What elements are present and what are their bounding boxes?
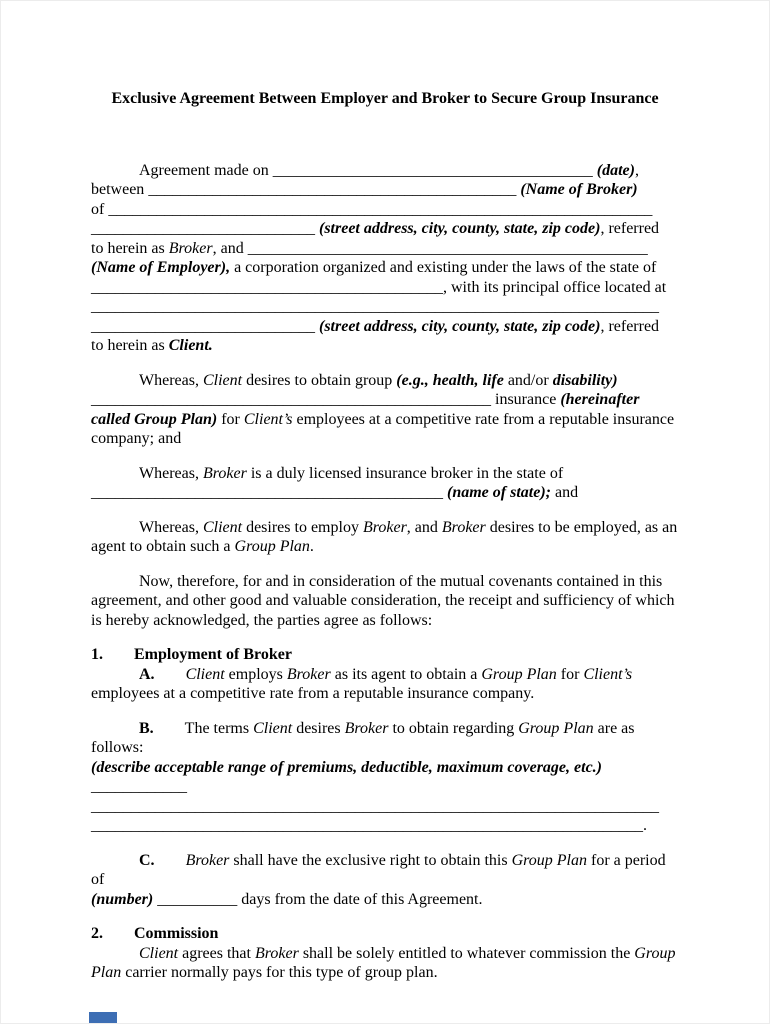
text-run: for — [217, 410, 244, 428]
text-run: Client — [202, 518, 243, 536]
text-run: Broker — [185, 851, 230, 869]
text-run: is a duly licensed insurance broker in the state of — [246, 464, 564, 482]
text-run: (hereinafter — [560, 391, 640, 408]
text-run: desires to employ — [242, 518, 363, 536]
text-run: Employment of Broker — [134, 646, 292, 663]
text-run: B. — [139, 719, 154, 737]
text-run: desires — [292, 719, 345, 737]
text-run: agrees that — [178, 944, 255, 962]
text-run: Group Plan — [481, 665, 557, 683]
fill-in-blank: ____________ — [91, 778, 187, 795]
text-run: called Group Plan) — [91, 410, 218, 428]
text-run: Client — [202, 371, 243, 389]
text-run: Client — [139, 944, 179, 962]
intro-paragraph — [91, 161, 679, 356]
text-run: (date) — [596, 161, 635, 179]
fill-in-blank: _______________________________________________________________________ — [91, 298, 659, 315]
text-run: insurance — [491, 391, 561, 408]
text-run: for — [556, 665, 584, 683]
text-run: (street address, city, county, state, zip code) — [319, 317, 601, 335]
text-run: shall be solely entitled to whatever commission the — [298, 944, 635, 962]
text-run: Group Plan — [511, 851, 587, 869]
fill-in-blank: ______________________________________________ — [148, 181, 517, 198]
document-body — [91, 161, 679, 983]
text-run: a corporation organized and existing under the laws of the state of — [230, 259, 657, 276]
text-run: (Name of Employer), — [91, 259, 231, 276]
section-1-heading — [91, 645, 679, 665]
text-run: Group Plan — [234, 538, 310, 555]
text-run: Whereas, — [139, 518, 203, 536]
section-2-heading — [91, 924, 679, 944]
text-run: Client — [185, 665, 225, 683]
text-run: Broker — [441, 518, 486, 536]
fill-in-blank: ________________________________________ — [272, 161, 593, 179]
text-run: to herein as — [91, 239, 169, 257]
text-run: Client’s — [583, 665, 633, 683]
text-run: , referred — [600, 317, 660, 335]
text-run: (street address, city, county, state, zip code) — [319, 220, 601, 237]
text-run: and/or — [503, 371, 553, 389]
text-run: employs — [224, 665, 287, 683]
footer-accent-bar — [89, 1012, 117, 1023]
text-run: . — [309, 538, 314, 555]
text-run: Broker — [202, 464, 247, 482]
text-run: , referred — [600, 220, 660, 237]
fill-in-blank: ____________________________________________ — [91, 484, 443, 501]
fill-in-blank: ____________________________ — [91, 317, 315, 335]
text-run: between — [91, 181, 149, 198]
text-run: disability) — [552, 371, 618, 389]
text-run: A. — [139, 665, 155, 683]
fill-in-blank: _____________________________________________________________________ — [91, 817, 643, 834]
text-run: as its agent to obtain a — [330, 665, 482, 683]
whereas-group-insurance — [91, 371, 679, 449]
text-run: Commission — [134, 925, 219, 942]
text-run: carrier normally pays for this type of group plan. — [121, 964, 438, 981]
text-run: are as follows: — [91, 719, 635, 756]
text-run: Whereas, — [139, 464, 203, 482]
text-run: C. — [139, 851, 155, 869]
text-run: and — [550, 484, 579, 501]
text-run: for a period of — [91, 851, 666, 888]
text-run: Group Plan — [518, 719, 594, 737]
whereas-licensed-broker — [91, 464, 679, 503]
fill-in-blank: ____________________________________________________________________ — [108, 200, 653, 218]
text-run: to obtain regarding — [388, 719, 519, 737]
text-run: , with its principal office located at — [443, 278, 667, 296]
text-run: (number) — [91, 890, 154, 908]
text-run: , and — [406, 518, 442, 536]
fill-in-blank: __________________________________________________ — [91, 391, 491, 408]
text-run: Group Plan — [91, 944, 676, 981]
text-run: Broker — [362, 518, 407, 536]
text-run: , and — [212, 239, 248, 257]
text-run: desires to be employed, as an agent to obtain such a — [91, 518, 678, 555]
text-run: The terms — [184, 719, 254, 737]
text-run: Whereas, — [139, 371, 203, 389]
text-run: to herein as — [91, 337, 169, 354]
text-run: days from the date of this Agreement. — [237, 890, 483, 908]
text-run: 2. — [91, 925, 103, 942]
fill-in-blank: _______________________________________________________________________ — [91, 797, 659, 815]
text-run: Client — [253, 719, 293, 737]
fill-in-blank: __________ — [157, 890, 238, 908]
text-run: (describe acceptable range of premiums, deductible, maximum coverage, etc.) — [91, 758, 602, 776]
text-run: , — [634, 161, 639, 179]
text-run: Broker — [286, 665, 331, 683]
text-run: Now, therefore, for and in consideration of the mutual covenants contained in this agreement, and other good and valuable consideration, the receipt and sufficiency of which is hereby acknowledged, the parties agree as follows: — [91, 572, 675, 629]
text-run: Broker — [168, 239, 213, 257]
text-run: . — [643, 817, 647, 834]
fill-in-blank: ____________________________ — [91, 220, 315, 237]
text-run: Client. — [168, 337, 213, 354]
text-run: employees at a competitive rate from a reputable insurance company; and — [91, 410, 675, 447]
document-title: Exclusive Agreement Between Employer and Broker to Secure Group Insurance — [111, 90, 659, 107]
text-run: of — [91, 200, 109, 218]
text-run: Broker — [344, 719, 389, 737]
section-1c-paragraph — [91, 851, 679, 910]
text-run: (name of state); — [447, 484, 551, 501]
section-1a-paragraph — [91, 665, 679, 704]
text-run: desires to obtain group — [242, 371, 397, 389]
text-run: 1. — [91, 646, 103, 663]
text-run: Broker — [254, 944, 299, 962]
text-run: employees at a competitive rate from a reputable insurance company. — [91, 685, 535, 702]
fill-in-blank: __________________________________________________ — [247, 239, 648, 257]
text-run: shall have the exclusive right to obtain this — [229, 851, 512, 869]
fill-in-blank: ____________________________________________ — [91, 278, 443, 296]
text-run: (Name of Broker) — [520, 181, 638, 198]
text-run: Client’s — [243, 410, 293, 428]
text-run: Agreement made on — [139, 161, 273, 179]
section-2-paragraph — [91, 944, 679, 983]
whereas-employ-broker — [91, 518, 679, 557]
now-therefore-paragraph — [91, 572, 679, 631]
section-1b-paragraph — [91, 719, 679, 836]
text-run: (e.g., health, life — [396, 371, 504, 389]
